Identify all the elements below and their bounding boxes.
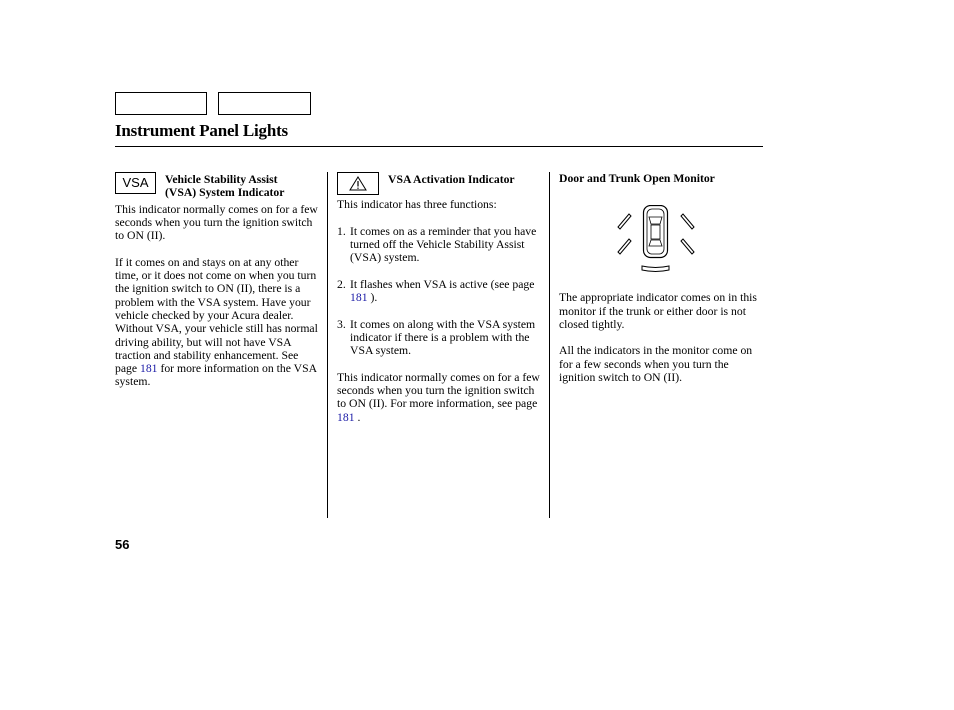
paragraph-text: for more information on the VSA system.	[115, 362, 317, 389]
list-text: ).	[367, 291, 378, 305]
vsa-indicator-icon	[115, 172, 156, 194]
paragraph-text: .	[354, 410, 361, 424]
page-link[interactable]: 181	[350, 291, 368, 305]
list-item	[337, 278, 543, 305]
page-number: 56	[115, 537, 130, 552]
heading-line-2: (VSA) System Indicator	[165, 186, 285, 200]
vsa-icon-label: VSA	[122, 175, 149, 191]
page-title: Instrument Panel Lights	[115, 121, 288, 140]
paragraph-1: The appropriate indicator comes on in this monitor if the trunk or either door is not closed tightly.	[559, 291, 757, 331]
paragraph-2: All the indicators in the monitor come on for a few seconds when you turn the ignition switch to ON (II).	[559, 344, 753, 385]
paragraph-1	[337, 371, 543, 424]
list-text: It flashes when VSA is active (see page	[350, 277, 535, 291]
list-item	[337, 225, 543, 265]
list-text: It comes on along with the VSA system indicator if there is a problem with the VSA system.	[350, 317, 536, 358]
section-heading: Door and Trunk Open Monitor	[559, 172, 715, 185]
heading-row	[115, 172, 321, 200]
list-number: 2.	[337, 277, 346, 291]
header-tab-box-2	[218, 92, 311, 115]
column-divider-2	[549, 172, 550, 518]
warning-triangle-icon	[337, 172, 379, 195]
paragraph-text: This indicator normally comes on for a few seconds when you turn the ignition switch to ON (II). For more information, see page	[337, 370, 540, 411]
paragraph-text: If it comes on and stays on at any other time, or it does not come on when you turn the ignition switch to ON (II), there is a problem with the VSA system. Have your vehicle checked by your Acura dealer. Without VSA, your vehicle still has normal driving ability, but will not have VSA traction and stability enhancement. See page	[115, 255, 318, 376]
column-door-trunk-monitor	[559, 172, 763, 398]
heading-row	[337, 172, 543, 195]
list-number: 1.	[337, 224, 346, 238]
paragraph-1: This indicator normally comes on for a few seconds when you turn the ignition switch to ON (II).	[115, 202, 318, 243]
column-vsa-activation-indicator	[337, 172, 543, 437]
page-link[interactable]: 181	[337, 410, 355, 424]
list-number: 3.	[337, 317, 346, 331]
door-trunk-monitor-icon	[616, 205, 696, 279]
header-tab-box-1	[115, 92, 207, 115]
page-link[interactable]: 181	[139, 362, 158, 376]
heading-line-1: Vehicle Stability Assist	[165, 173, 278, 186]
list-item	[337, 318, 543, 358]
section-heading: VSA Activation Indicator	[388, 173, 515, 186]
title-rule	[115, 146, 763, 147]
column-vsa-system-indicator	[115, 172, 321, 402]
section-heading	[165, 173, 284, 200]
intro-text: This indicator has three functions:	[337, 198, 497, 211]
list-text: It comes on as a reminder that you have turned off the Vehicle Stability Assist (VSA) system.	[350, 224, 537, 265]
paragraph-2	[115, 256, 321, 389]
column-divider-1	[327, 172, 328, 518]
